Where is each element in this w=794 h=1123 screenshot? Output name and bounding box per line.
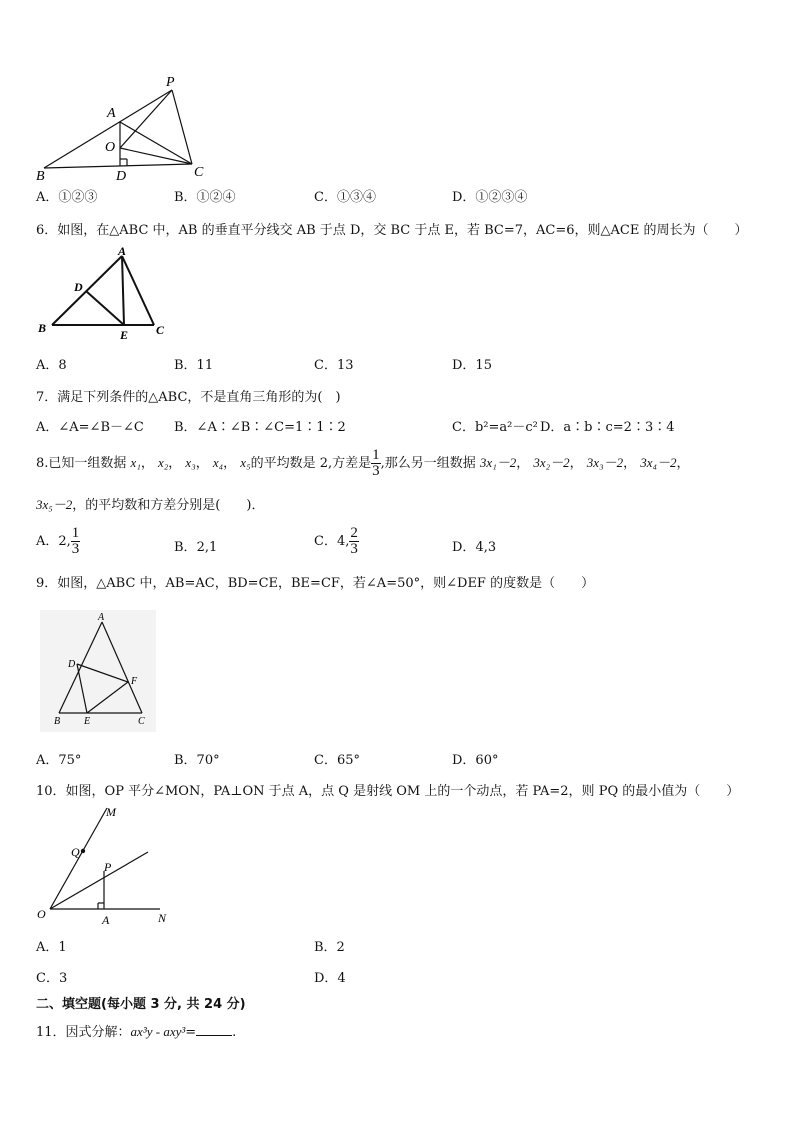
q9-label-F: F	[131, 676, 138, 687]
q5-option-a: A．①②③	[36, 190, 98, 205]
q7-option-c: C．b²=a²－c²	[452, 420, 538, 435]
q5-label-D: D	[116, 169, 127, 184]
q8-var-x5: x₅	[240, 455, 251, 470]
section-fill-in-blank-heading: 二、填空题(每小题 3 分, 共 24 分)	[36, 997, 246, 1012]
q8-var-x2: x₂	[157, 455, 169, 470]
q8-var2-3: 3x₃－2	[586, 455, 624, 470]
q11	[36, 1021, 236, 1040]
q8-var2-5: 3x₅－2	[36, 497, 73, 512]
q10-stem: 10．如图，OP 平分∠MON，PA⊥ON 于点 A，点 Q 是射线 OM 上的一个动点，若 PA=2，则 PQ 的最小值为（ ）	[36, 784, 740, 799]
q10-figure	[34, 804, 174, 928]
q6-label-B: B	[38, 321, 47, 335]
q5-label-B: B	[36, 169, 45, 184]
q5-option-d: D．①②③④	[452, 190, 528, 205]
q9-option-c: C．65°	[314, 753, 360, 768]
q5-figure	[34, 72, 214, 184]
q8-option-a-fraction: $\frac{1}{3}$	[71, 525, 80, 557]
q9-option-b: B．70°	[174, 753, 220, 768]
q10-label-Q: Q	[71, 845, 80, 859]
q9-figure	[40, 610, 156, 732]
q9-label-D: D	[68, 659, 76, 670]
q6-stem: 6．如图，在△ABC 中，AB 的垂直平分线交 AB 于点 D，交 BC 于点 E，若 BC=7，AC=6，则△ACE 的周长为（ ）	[36, 223, 748, 238]
q6-option-a: A．8	[36, 358, 67, 373]
q6-option-b: B．11	[174, 358, 214, 373]
q8-line1: 8.已知一组数据 x₁， x₂， x₃， x₄， x₅的平均数是 2,方差是 $\frac{1}{3}$ ,那么另一组数据 3x₁－2， 3x₂－2， 3x₃－2， 3x₄－2，	[36, 447, 690, 479]
q10-label-N: N	[158, 911, 167, 925]
q8-after-frac: ,那么另一组数据	[380, 456, 476, 471]
q9-label-C: C	[138, 716, 145, 727]
q8-var2-2: 3x₂－2	[533, 455, 570, 470]
q7-stem: 7．满足下列条件的△ABC，不是直角三角形的为( )	[36, 390, 341, 405]
q8-var-x3: x₃	[185, 455, 196, 470]
q5-label-C: C	[194, 165, 204, 180]
q6-figure	[34, 246, 174, 342]
q7-option-b: B．∠A∶∠B∶∠C=1∶1∶2	[174, 420, 346, 435]
q8-prefix: 8.已知一组数据	[36, 456, 127, 471]
q6-option-c: C．13	[314, 358, 354, 373]
q5-label-A: A	[107, 106, 116, 121]
q10-option-a: A．1	[36, 940, 67, 955]
q10-option-d: D．4	[314, 971, 346, 986]
q8-line2	[36, 494, 264, 513]
q6-label-C: C	[156, 323, 165, 337]
q8-var-x4: x₄	[212, 455, 224, 470]
q8-option-b: B．2,1	[174, 540, 218, 555]
q6-option-d: D．15	[452, 358, 492, 373]
q10-label-P: P	[104, 860, 112, 874]
q8-option-c: C．4, $\frac{2}{3}$	[314, 525, 358, 557]
q6-label-A: A	[118, 246, 127, 258]
q5-label-O: O	[105, 140, 116, 155]
q7-option-d: D．a∶b∶c=2∶3∶4	[540, 420, 675, 435]
q9-option-a: A．75°	[36, 753, 82, 768]
q10-label-A: A	[102, 913, 110, 927]
q9-option-d: D．60°	[452, 753, 499, 768]
q10-option-b: B．2	[314, 940, 345, 955]
q11-prefix: 11．因式分解：	[36, 1025, 131, 1040]
q9-label-A: A	[98, 612, 105, 623]
q11-expression: ax³y - axy³	[130, 1024, 186, 1039]
q10-label-M: M	[106, 805, 116, 819]
q11-answer-blank[interactable]	[196, 1023, 232, 1036]
q11-equals: =	[185, 1025, 197, 1040]
q8-var2-1: 3x₁－2	[479, 455, 517, 470]
q5-option-b: B．①②④	[174, 190, 236, 205]
q8-var-x1: x₁	[130, 455, 141, 470]
q10-label-O: O	[37, 907, 46, 921]
q8-line2-suffix: ，的平均数和方差分别是( )．	[72, 498, 265, 513]
q10-option-c: C．3	[36, 971, 68, 986]
q6-label-E: E	[120, 328, 129, 342]
q5-option-c: C．①③④	[314, 190, 376, 205]
q5-label-P: P	[166, 75, 175, 90]
q8-variance-fraction: $\frac{1}{3}$	[372, 447, 380, 479]
q8-var2-4: 3x₄－2	[640, 455, 677, 470]
q11-end: .	[232, 1025, 237, 1040]
q8-option-a: A．2, $\frac{1}{3}$	[36, 525, 80, 557]
q8-mid: 的平均数是 2,方差是	[250, 456, 372, 471]
q8-option-c-fraction: $\frac{2}{3}$	[350, 525, 358, 557]
q9-label-E: E	[84, 716, 91, 727]
q9-stem: 9．如图，△ABC 中，AB=AC，BD=CE，BE=CF，若∠A=50°，则∠DEF 的度数是（ ）	[36, 576, 595, 591]
q6-label-D: D	[74, 280, 83, 294]
q9-label-B: B	[54, 716, 61, 727]
q8-option-d: D．4,3	[452, 540, 497, 555]
q7-option-a: A．∠A=∠B－∠C	[36, 420, 144, 435]
